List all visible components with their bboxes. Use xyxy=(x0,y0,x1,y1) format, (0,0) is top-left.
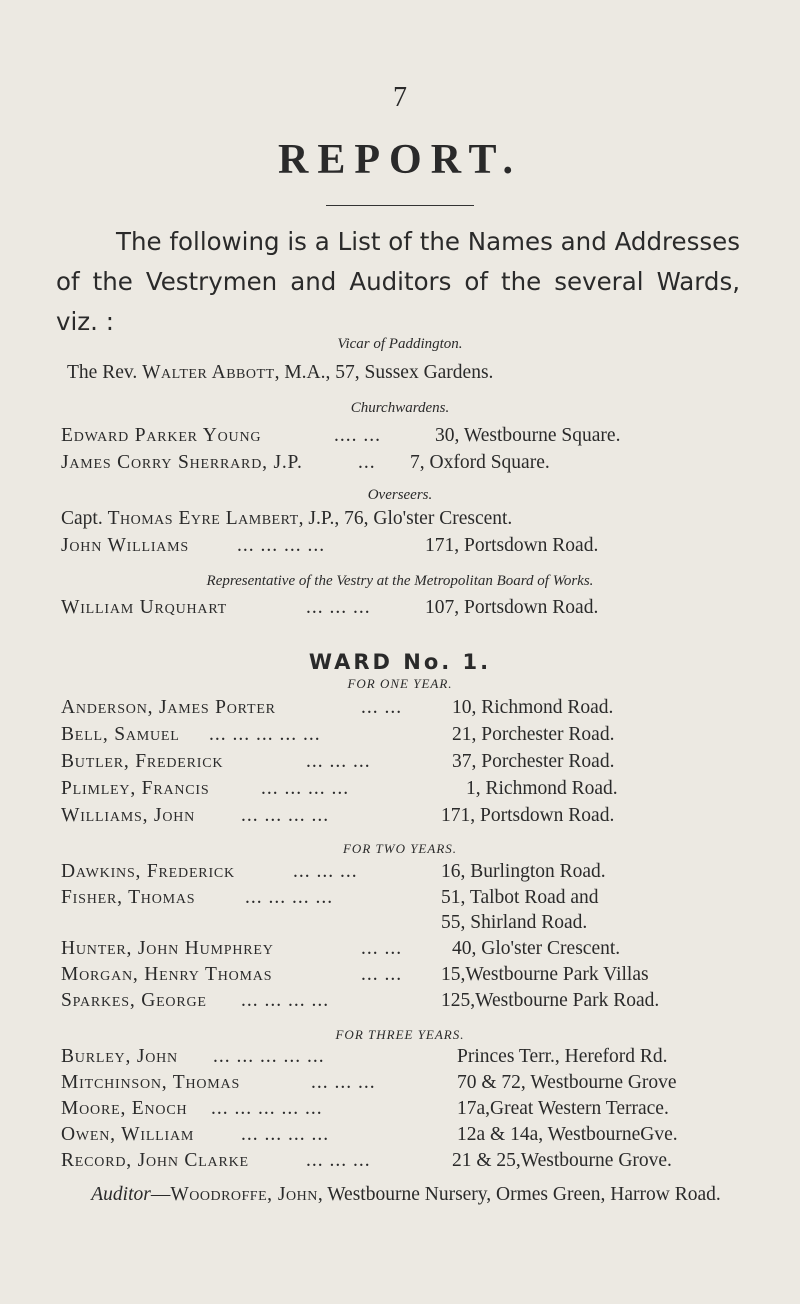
auditor-address: , Westbourne Nursery, Ormes Green, Harrow Road. xyxy=(317,1184,721,1205)
entry-address: 171, Portsdown Road. xyxy=(441,805,615,826)
leader-dots: ... ... ... xyxy=(306,751,371,772)
auditor-label: Auditor xyxy=(91,1184,151,1205)
entry-name: Burley, John xyxy=(61,1046,178,1067)
page-title: REPORT. xyxy=(278,137,522,183)
leader-dots: ... ... ... ... xyxy=(241,805,330,826)
entry-name: James Corry Sherrard, J.P. xyxy=(61,452,303,473)
entry-address: 17a,Great Western Terrace. xyxy=(457,1098,669,1119)
vicar-prefix: The Rev. xyxy=(67,362,143,383)
page-number: 7 xyxy=(393,82,407,113)
vestryman-row xyxy=(61,697,751,723)
entry-address: 51, Talbot Road and xyxy=(441,887,599,908)
entry-address: 171, Portsdown Road. xyxy=(425,535,599,556)
entry-name: Williams, John xyxy=(61,805,196,826)
term-caption: FOR ONE YEAR. xyxy=(347,676,453,691)
overseer-row xyxy=(61,535,751,561)
entry-address: 40, Glo'ster Crescent. xyxy=(452,938,621,959)
entry-name: John Williams xyxy=(61,535,190,556)
vicar-name: Walter Abbott xyxy=(142,362,275,383)
leader-dots: ... ... ... ... xyxy=(261,778,350,799)
representative-row xyxy=(61,597,751,623)
leader-dots: ... ... ... ... xyxy=(237,535,326,556)
vestryman-row xyxy=(61,861,751,887)
entry-address: 125,Westbourne Park Road. xyxy=(441,990,660,1011)
leader-dots: ... ... ... ... xyxy=(245,887,334,908)
entry-name: Moore, Enoch xyxy=(61,1098,188,1119)
entry-name: Sparkes, George xyxy=(61,990,207,1011)
entry-address: 10, Richmond Road. xyxy=(452,697,614,718)
leader-dots: ... ... xyxy=(361,938,403,959)
vestryman-row xyxy=(61,805,751,831)
entry-address: 1, Richmond Road. xyxy=(466,778,618,799)
leader-dots: .... ... xyxy=(334,425,381,446)
churchwarden-row xyxy=(61,452,751,478)
vicar-caption: Vicar of Paddington. xyxy=(337,336,463,352)
vestryman-row xyxy=(61,964,751,990)
entry-address: Princes Terr., Hereford Rd. xyxy=(457,1046,668,1067)
leader-dots: ... xyxy=(358,452,376,473)
auditor-name: Woodroffe, John xyxy=(170,1184,318,1205)
entry-address: 30, Westbourne Square. xyxy=(435,425,621,446)
vestryman-row xyxy=(61,751,751,777)
entry-name: Butler, Frederick xyxy=(61,751,224,772)
entry-address: 16, Burlington Road. xyxy=(441,861,606,882)
entry-address: 15,Westbourne Park Villas xyxy=(441,964,649,985)
leader-dots: ... ... ... ... ... xyxy=(209,724,321,745)
leader-dots: ... ... ... ... ... xyxy=(211,1098,323,1119)
entry-address: 37, Porchester Road. xyxy=(452,751,615,772)
entry-name: Dawkins, Frederick xyxy=(61,861,235,882)
leader-dots: ... ... xyxy=(361,964,403,985)
churchwarden-row xyxy=(61,425,751,451)
overseer-name: Thomas Eyre Lambert xyxy=(107,508,299,529)
entry-name: Mitchinson, Thomas xyxy=(61,1072,241,1093)
entry-address: 21 & 25,Westbourne Grove. xyxy=(452,1150,672,1171)
entry-address: 12a & 14a, WestbourneGve. xyxy=(457,1124,678,1145)
entry-name: Hunter, John Humphrey xyxy=(61,938,274,959)
entry-address: 55, Shirland Road. xyxy=(441,912,588,933)
overseers-caption: Overseers. xyxy=(367,487,433,503)
term-caption: FOR THREE YEARS. xyxy=(335,1027,465,1042)
term-caption: FOR TWO YEARS. xyxy=(342,841,458,856)
leader-dots: ... ... ... xyxy=(306,1150,371,1171)
entry-address: 21, Porchester Road. xyxy=(452,724,615,745)
leader-dots: ... ... ... xyxy=(306,597,371,618)
entry-name: Edward Parker Young xyxy=(61,425,262,446)
entry-name: Morgan, Henry Thomas xyxy=(61,964,273,985)
vestryman-row xyxy=(61,1046,751,1072)
auditor-dash: — xyxy=(150,1184,171,1205)
intro-paragraph: The following is a List of the Names and Addresses of the Vestrymen and Auditors of the several Wards, viz. : xyxy=(56,227,740,336)
title-divider xyxy=(326,205,474,206)
entry-name: Anderson, James Porter xyxy=(61,697,276,718)
representative-caption: Representative of the Vestry at the Metropolitan Board of Works. xyxy=(206,573,594,589)
vestryman-row xyxy=(61,778,751,804)
leader-dots: ... ... xyxy=(361,697,403,718)
entry-address: 107, Portsdown Road. xyxy=(425,597,599,618)
leader-dots: ... ... ... ... ... xyxy=(213,1046,325,1067)
leader-dots: ... ... ... ... xyxy=(241,990,330,1011)
entry-name: Owen, William xyxy=(61,1124,195,1145)
vicar-line xyxy=(67,362,751,384)
ward-heading: WARD No. 1. xyxy=(308,650,492,674)
vestryman-row xyxy=(61,938,751,964)
vestryman-row xyxy=(61,912,751,938)
entry-name: Bell, Samuel xyxy=(61,724,180,745)
entry-name: Record, John Clarke xyxy=(61,1150,249,1171)
vestryman-row xyxy=(61,724,751,750)
entry-name: Fisher, Thomas xyxy=(61,887,196,908)
vestryman-row xyxy=(61,887,751,913)
overseer-prefix: Capt. xyxy=(61,508,108,529)
overseer-suffix: , J.P., 76, Glo'ster Crescent. xyxy=(298,508,513,529)
entry-address: 7, Oxford Square. xyxy=(410,452,550,473)
vestryman-row xyxy=(61,990,751,1016)
churchwardens-caption: Churchwardens. xyxy=(350,400,450,416)
leader-dots: ... ... ... xyxy=(293,861,358,882)
entry-name: Plimley, Francis xyxy=(61,778,210,799)
entry-address: 70 & 72, Westbourne Grove xyxy=(457,1072,677,1093)
vicar-suffix: , M.A., 57, Sussex Gardens. xyxy=(274,362,494,383)
leader-dots: ... ... ... xyxy=(311,1072,376,1093)
overseer-line xyxy=(61,508,745,530)
entry-name: William Urquhart xyxy=(61,597,227,618)
leader-dots: ... ... ... ... xyxy=(241,1124,330,1145)
